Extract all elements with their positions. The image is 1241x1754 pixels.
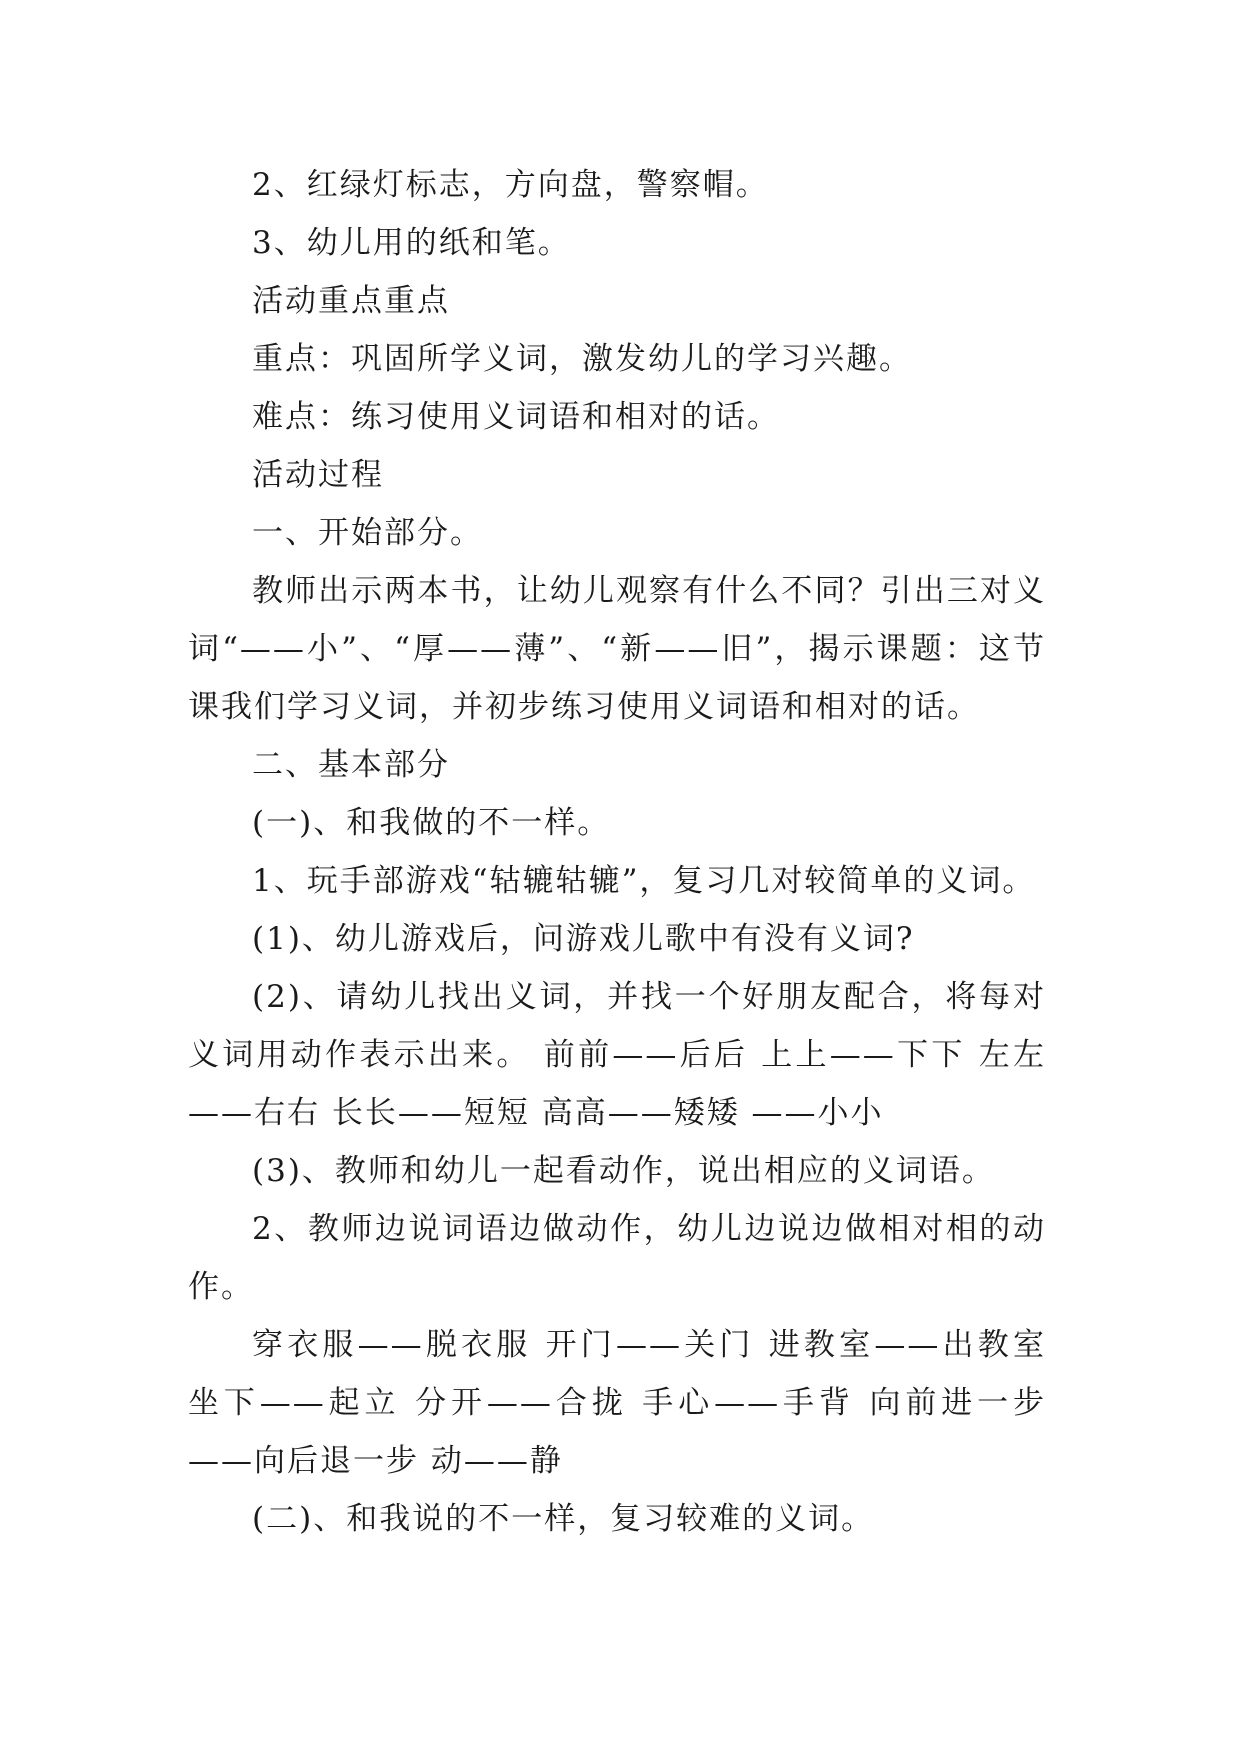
heading-key-points: 活动重点重点 [252,283,450,319]
heading-process: 活动过程 [252,457,384,493]
paragraph-intro: 教师出示两本书，让幼儿观察有什么不同？引出三对义词“——小”、“厚——薄”、“新——旧”，揭示课题：这节课我们学习义词，并初步练习使用义词语和相对的话。 [188,573,1046,725]
heading-part-two: 二、基本部分 [252,747,450,783]
paragraph-step-1-2: (2)、请幼儿找出义词，并找一个好朋友配合，将每对义词用动作表示出来。 前前——后后 上上——下下 左左——右右 长长——短短 高高——矮矮 ——小小 [188,979,1046,1131]
paragraph-action-pairs: 穿衣服——脱衣服 开门——关门 进教室——出教室 坐下——起立 分开——合拢 手心——手背 向前进一步——向后退一步 动——静 [188,1327,1046,1479]
paragraph-step-2: 2、教师边说词语边做动作，幼儿边说边做相对相的动作。 [188,1211,1046,1305]
paragraph-focus: 重点：巩固所学义词，激发幼儿的学习兴趣。 [252,341,912,377]
heading-part-one: 一、开始部分。 [252,515,483,551]
paragraph-step-1-1: (1)、幼儿游戏后，问游戏儿歌中有没有义词? [252,921,915,957]
document-body [188,156,1046,1548]
heading-section-b: (二)、和我说的不一样，复习较难的义词。 [252,1501,875,1537]
paragraph-difficulty: 难点：练习使用义词语和相对的话。 [252,399,780,435]
paragraph-materials-2: 2、红绿灯标志，方向盘，警察帽。 [252,167,769,203]
paragraph-materials-3: 3、幼儿用的纸和笔。 [252,225,571,261]
paragraph-step-1-3: (3)、教师和幼儿一起看动作，说出相应的义词语。 [252,1153,995,1189]
heading-section-a: (一)、和我做的不一样。 [252,805,611,841]
paragraph-step-1: 1、玩手部游戏“轱辘轱辘”，复习几对较简单的义词。 [252,863,1036,899]
